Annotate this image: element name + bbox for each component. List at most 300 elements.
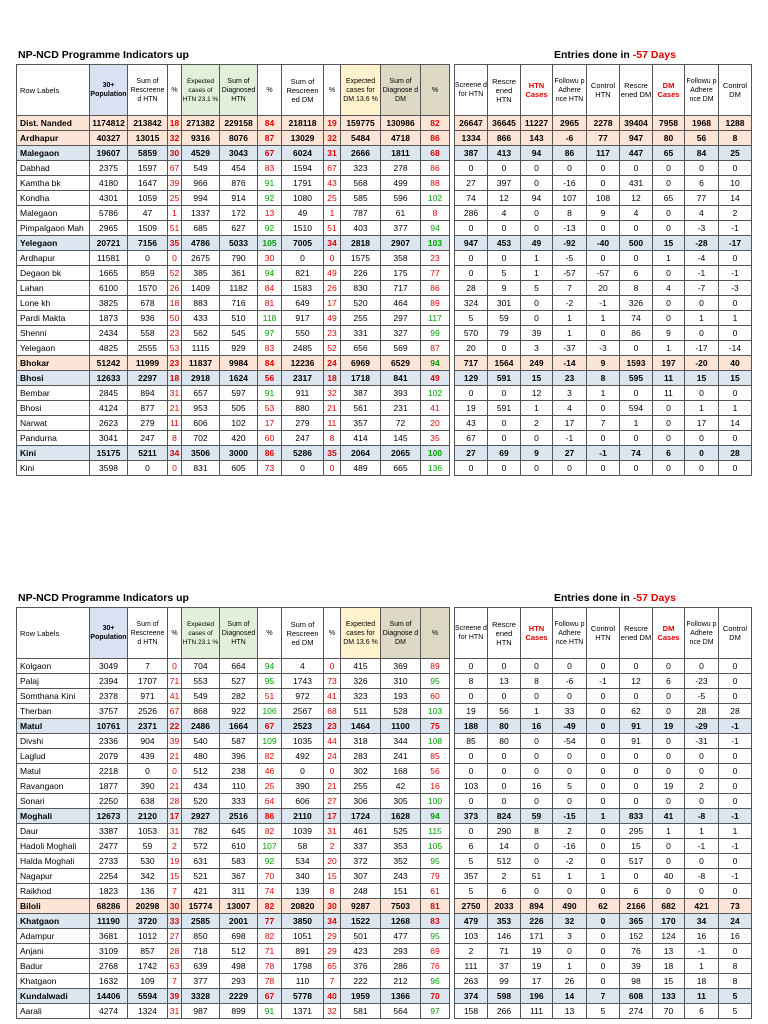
row-label: Kini xyxy=(17,461,90,476)
table-cell: 13015 xyxy=(128,131,168,146)
table-cell: 581 xyxy=(341,1004,381,1019)
table-cell: 133 xyxy=(653,989,685,1004)
table-cell: 8 xyxy=(521,674,553,689)
table-cell: 4 xyxy=(620,206,653,221)
table-cell: 5 xyxy=(553,779,587,794)
table-cell: 1059 xyxy=(128,191,168,206)
table-cell: 421 xyxy=(182,884,220,899)
table-cell: 1268 xyxy=(381,914,421,929)
table-cell: 894 xyxy=(128,386,168,401)
table-cell: 833 xyxy=(620,809,653,824)
table-cell: 1718 xyxy=(341,371,381,386)
table-cell: 13 xyxy=(553,1004,587,1019)
table-cell: 2485 xyxy=(282,341,324,356)
table-cell: 1182 xyxy=(220,281,258,296)
table-cell: 83 xyxy=(421,914,450,929)
table-cell: 376 xyxy=(341,959,381,974)
table-cell: 42 xyxy=(381,779,421,794)
entries-note: Entries done in -57 Days xyxy=(554,592,676,604)
table-cell: 0 xyxy=(653,206,685,221)
table-cell: 8 xyxy=(719,959,752,974)
table-cell: 1632 xyxy=(90,974,128,989)
table-cell: 19 xyxy=(455,704,488,719)
row-label: Pimpalgaon Mah xyxy=(17,221,90,236)
table-cell: 396 xyxy=(220,749,258,764)
table-cell: 63 xyxy=(168,959,182,974)
table-cell: 0 xyxy=(587,161,620,176)
table-cell: 94 xyxy=(421,356,450,371)
table-cell: 86 xyxy=(421,161,450,176)
table-cell: 102 xyxy=(220,416,258,431)
table-cell: 1366 xyxy=(381,989,421,1004)
table-cell: 49 xyxy=(421,371,450,386)
table-cell: 39404 xyxy=(620,116,653,131)
table-cell: 263 xyxy=(455,974,488,989)
table-cell: 94 xyxy=(421,809,450,824)
table-cell: 12 xyxy=(521,386,553,401)
table-cell: 73 xyxy=(258,461,282,476)
table-cell: 499 xyxy=(381,176,421,191)
table-row xyxy=(455,416,752,431)
table-cell: 12 xyxy=(620,674,653,689)
table-cell: 390 xyxy=(128,779,168,794)
table-row xyxy=(17,674,450,689)
table-cell: 80 xyxy=(653,131,685,146)
col-pct: % xyxy=(168,608,182,659)
table-row xyxy=(455,854,752,869)
table-cell: 859 xyxy=(128,266,168,281)
table-cell: 103 xyxy=(421,236,450,251)
table-cell: 1051 xyxy=(282,929,324,944)
indicators-table-left xyxy=(16,607,450,1019)
table-cell: 3757 xyxy=(90,704,128,719)
table-cell: 249 xyxy=(521,356,553,371)
table-cell: 1 xyxy=(168,206,182,221)
table-cell: 883 xyxy=(182,296,220,311)
row-label: Daur xyxy=(17,824,90,839)
table-cell: 1509 xyxy=(128,221,168,236)
table-row xyxy=(455,206,752,221)
table-cell: 28 xyxy=(719,446,752,461)
table-cell: 505 xyxy=(220,401,258,416)
table-row xyxy=(455,1004,752,1019)
table-cell: 11 xyxy=(324,416,341,431)
table-cell: 46 xyxy=(258,764,282,779)
table-cell: 596 xyxy=(381,191,421,206)
table-cell: 15 xyxy=(521,371,553,386)
table-cell: 4274 xyxy=(90,1004,128,1019)
table-cell: 421 xyxy=(685,899,719,914)
table-cell: 1628 xyxy=(381,809,421,824)
table-cell: 110 xyxy=(220,779,258,794)
table-cell: 17 xyxy=(553,416,587,431)
table-cell: 5 xyxy=(455,311,488,326)
table-cell: 86 xyxy=(620,326,653,341)
table-cell: 3109 xyxy=(90,944,128,959)
table-cell: 1 xyxy=(553,326,587,341)
col-diagnosed-dm: Sum of Diagnose d DM xyxy=(381,608,421,659)
table-row xyxy=(17,461,450,476)
table-cell: 0 xyxy=(488,341,521,356)
table-cell: 295 xyxy=(620,824,653,839)
table-cell: 0 xyxy=(620,764,653,779)
table-cell: -1 xyxy=(719,266,752,281)
table-cell: 0 xyxy=(455,794,488,809)
table-cell: 40 xyxy=(653,869,685,884)
table-cell: 91 xyxy=(258,386,282,401)
table-row xyxy=(455,704,752,719)
table-cell: -1 xyxy=(685,839,719,854)
table-cell: 344 xyxy=(381,734,421,749)
table-cell: -14 xyxy=(719,341,752,356)
table-cell: 568 xyxy=(341,176,381,191)
table-cell: 92 xyxy=(258,191,282,206)
table-cell: 218118 xyxy=(282,116,324,131)
table-cell: 16 xyxy=(521,779,553,794)
col-rescreened-htn: Rescre ened HTN xyxy=(488,65,521,116)
table-cell: 47 xyxy=(128,206,168,221)
col-followup-dm: Followu p Adhere nce DM xyxy=(685,608,719,659)
table-row xyxy=(455,674,752,689)
table-cell: 1 xyxy=(587,311,620,326)
table-cell: 393 xyxy=(381,386,421,401)
table-cell: 1334 xyxy=(455,131,488,146)
table-row xyxy=(17,221,450,236)
table-cell: 0 xyxy=(685,431,719,446)
table-cell: 8 xyxy=(620,281,653,296)
table-cell: 558 xyxy=(128,326,168,341)
table-cell: 830 xyxy=(341,281,381,296)
table-cell: 0 xyxy=(324,659,341,674)
table-cell: 278 xyxy=(381,161,421,176)
table-cell: 27 xyxy=(324,794,341,809)
table-cell: 97 xyxy=(258,326,282,341)
table-cell: 1409 xyxy=(182,281,220,296)
row-label: Pardi Makta xyxy=(17,311,90,326)
table-cell: 2254 xyxy=(90,869,128,884)
table-cell: 5594 xyxy=(128,989,168,1004)
table-cell: 84 xyxy=(685,146,719,161)
table-cell: 60 xyxy=(421,689,450,704)
table-cell: -17 xyxy=(685,341,719,356)
table-cell: 0 xyxy=(719,794,752,809)
row-label: Ardhapur xyxy=(17,251,90,266)
table-cell: 0 xyxy=(620,431,653,446)
table-cell: 41 xyxy=(653,809,685,824)
indicators-table-right xyxy=(454,607,752,1019)
table-cell: 324 xyxy=(455,296,488,311)
table-cell: 1593 xyxy=(620,356,653,371)
table-cell: 0 xyxy=(521,749,553,764)
table-cell: 0 xyxy=(553,794,587,809)
table-cell: 678 xyxy=(128,296,168,311)
table-cell: 107 xyxy=(553,191,587,206)
table-cell: -6 xyxy=(553,131,587,146)
table-cell: 25 xyxy=(719,146,752,161)
table-cell: 81 xyxy=(421,899,450,914)
row-label: Kondha xyxy=(17,191,90,206)
table-cell: 94 xyxy=(521,146,553,161)
table-cell: 226 xyxy=(521,914,553,929)
row-label: Aarali xyxy=(17,1004,90,1019)
table-cell: 0 xyxy=(324,764,341,779)
row-label: Lahan xyxy=(17,281,90,296)
table-cell: 790 xyxy=(220,251,258,266)
row-label: Nagapur xyxy=(17,869,90,884)
table-cell: 1583 xyxy=(282,281,324,296)
table-cell: 88 xyxy=(421,176,450,191)
table-cell: 2567 xyxy=(282,704,324,719)
table-cell: 139 xyxy=(282,884,324,899)
table-cell: 20 xyxy=(324,854,341,869)
table-cell: 0 xyxy=(653,734,685,749)
table-cell: 129 xyxy=(455,371,488,386)
table-row xyxy=(455,839,752,854)
table-cell: 585 xyxy=(341,191,381,206)
table-cell: 172 xyxy=(220,206,258,221)
table-cell: 31 xyxy=(324,824,341,839)
row-label: Biloli xyxy=(17,899,90,914)
table-cell: 0 xyxy=(455,221,488,236)
table-cell: 914 xyxy=(220,191,258,206)
table-cell: 82 xyxy=(258,929,282,944)
table-cell: 2623 xyxy=(90,416,128,431)
table-cell: 0 xyxy=(521,461,553,476)
table-row xyxy=(17,416,450,431)
table-row xyxy=(17,659,450,674)
table-cell: 62 xyxy=(587,899,620,914)
table-row xyxy=(455,326,752,341)
table-cell: 20820 xyxy=(282,899,324,914)
table-cell: 0 xyxy=(587,461,620,476)
table-row xyxy=(17,959,450,974)
table-cell: 0 xyxy=(653,296,685,311)
table-cell: 0 xyxy=(719,251,752,266)
table-cell: 5 xyxy=(455,854,488,869)
table-cell: 168 xyxy=(381,764,421,779)
table-cell: 231 xyxy=(381,401,421,416)
table-cell: 159775 xyxy=(341,116,381,131)
col-control-htn: Control HTN xyxy=(587,608,620,659)
table-row xyxy=(17,341,450,356)
table-cell: 40 xyxy=(719,356,752,371)
table-cell: 511 xyxy=(341,704,381,719)
table-cell: 73 xyxy=(324,674,341,689)
table-cell: 30 xyxy=(168,899,182,914)
table-cell: 569 xyxy=(381,341,421,356)
table-cell: 124 xyxy=(653,929,685,944)
table-cell: 29 xyxy=(324,944,341,959)
col-control-htn: Control HTN xyxy=(587,65,620,116)
table-cell: 30 xyxy=(168,146,182,161)
row-label: Bhosi xyxy=(17,371,90,386)
table-cell: 76 xyxy=(421,959,450,974)
table-cell: 0 xyxy=(587,251,620,266)
table-cell: 0 xyxy=(587,929,620,944)
table-cell: 7156 xyxy=(128,236,168,251)
table-cell: 1564 xyxy=(488,356,521,371)
table-cell: 2907 xyxy=(381,236,421,251)
table-cell: 342 xyxy=(128,869,168,884)
table-cell: 56 xyxy=(685,131,719,146)
table-cell: 3 xyxy=(553,929,587,944)
table-cell: 1877 xyxy=(90,779,128,794)
table-cell: -17 xyxy=(719,236,752,251)
table-cell: 35 xyxy=(168,236,182,251)
table-cell: 0 xyxy=(587,959,620,974)
table-cell: 28 xyxy=(168,944,182,959)
table-cell: 12 xyxy=(488,191,521,206)
table-cell: 1 xyxy=(719,824,752,839)
table-cell: 390 xyxy=(282,779,324,794)
table-cell: 0 xyxy=(455,386,488,401)
table-cell: 0 xyxy=(620,659,653,674)
table-cell: 665 xyxy=(381,461,421,476)
table-row xyxy=(17,989,450,1004)
table-cell: 102 xyxy=(421,191,450,206)
table-cell: 2477 xyxy=(90,839,128,854)
table-row xyxy=(455,734,752,749)
table-row xyxy=(455,899,752,914)
col-pct: % xyxy=(421,65,450,116)
table-cell: -40 xyxy=(587,236,620,251)
table-cell: 374 xyxy=(455,989,488,1004)
table-cell: 9 xyxy=(587,356,620,371)
table-cell: 2064 xyxy=(341,446,381,461)
table-cell: 32 xyxy=(168,131,182,146)
table-cell: 8 xyxy=(719,131,752,146)
table-cell: 53 xyxy=(168,341,182,356)
table-cell: 222 xyxy=(341,974,381,989)
table-cell: 175 xyxy=(381,266,421,281)
table-cell: 0 xyxy=(685,854,719,869)
table-cell: 11 xyxy=(168,416,182,431)
table-cell: 2317 xyxy=(282,371,324,386)
table-row xyxy=(17,779,450,794)
table-cell: 594 xyxy=(620,401,653,416)
table-cell: 8 xyxy=(324,884,341,899)
table-header-left xyxy=(17,608,450,659)
table-cell: 16 xyxy=(421,779,450,794)
table-cell: 19 xyxy=(521,944,553,959)
table-cell: 20 xyxy=(455,341,488,356)
table-cell: 877 xyxy=(128,401,168,416)
table-cell: -1 xyxy=(587,446,620,461)
table-cell: 595 xyxy=(620,371,653,386)
table-cell: 11 xyxy=(653,371,685,386)
table-cell: 9 xyxy=(488,281,521,296)
table-cell: 20 xyxy=(587,281,620,296)
table-cell: 28 xyxy=(685,704,719,719)
table-cell: 0 xyxy=(455,824,488,839)
table-row xyxy=(455,251,752,266)
table-cell: 498 xyxy=(220,959,258,974)
table-cell: 638 xyxy=(128,794,168,809)
table-cell: 0 xyxy=(587,326,620,341)
row-label: Kamtha bk xyxy=(17,176,90,191)
table-cell: 561 xyxy=(341,401,381,416)
table-cell: 1624 xyxy=(220,371,258,386)
table-cell: 14 xyxy=(719,416,752,431)
table-cell: 525 xyxy=(381,824,421,839)
col-expected-dm: Expected cases for DM 13.6 % xyxy=(341,608,381,659)
table-cell: -1 xyxy=(587,674,620,689)
col-screened-htn: Screene d for HTN xyxy=(455,65,488,116)
table-cell: 18 xyxy=(685,974,719,989)
table-row xyxy=(455,191,752,206)
table-row xyxy=(17,311,450,326)
table-cell: -3 xyxy=(719,281,752,296)
table-cell: 3681 xyxy=(90,929,128,944)
table-cell: -29 xyxy=(685,719,719,734)
table-cell: 306 xyxy=(341,794,381,809)
table-cell: -1 xyxy=(719,839,752,854)
table-cell: 17 xyxy=(685,416,719,431)
table-row xyxy=(17,704,450,719)
row-label: Laglud xyxy=(17,749,90,764)
table-cell: 27 xyxy=(168,929,182,944)
table-cell: 4825 xyxy=(90,341,128,356)
table-cell: 241 xyxy=(381,749,421,764)
table-cell: 530 xyxy=(128,854,168,869)
table-cell: 868 xyxy=(182,704,220,719)
table-cell: 68286 xyxy=(90,899,128,914)
table-row xyxy=(455,161,752,176)
table-cell: 461 xyxy=(341,824,381,839)
table-cell: 108 xyxy=(421,734,450,749)
table-cell: -1 xyxy=(685,266,719,281)
table-cell: 318 xyxy=(341,734,381,749)
table-cell: 171 xyxy=(521,929,553,944)
table-cell: 971 xyxy=(128,689,168,704)
table-cell: 84 xyxy=(258,116,282,131)
table-cell: 0 xyxy=(553,461,587,476)
table-cell: 100 xyxy=(421,794,450,809)
table-cell: 85 xyxy=(421,749,450,764)
table-cell: 1823 xyxy=(90,884,128,899)
table-cell: 1811 xyxy=(381,146,421,161)
table-cell: 82 xyxy=(258,824,282,839)
table-cell: 0 xyxy=(488,689,521,704)
table-cell: 0 xyxy=(587,749,620,764)
table-cell: 8 xyxy=(521,824,553,839)
table-cell: 1115 xyxy=(182,341,220,356)
table-cell: 479 xyxy=(455,914,488,929)
table-cell: 1597 xyxy=(128,161,168,176)
table-row xyxy=(455,401,752,416)
table-cell: 423 xyxy=(341,944,381,959)
table-cell: 0 xyxy=(587,659,620,674)
table-row xyxy=(17,794,450,809)
table-cell: 702 xyxy=(182,431,220,446)
table-cell: 2394 xyxy=(90,674,128,689)
table-cell: 0 xyxy=(719,386,752,401)
table-cell: 15 xyxy=(685,371,719,386)
table-row xyxy=(455,341,752,356)
table-cell: 28 xyxy=(719,704,752,719)
table-cell: 105 xyxy=(258,236,282,251)
table-cell: 247 xyxy=(282,431,324,446)
table-cell: 866 xyxy=(488,131,521,146)
table-cell: 0 xyxy=(521,884,553,899)
table-cell: 10761 xyxy=(90,719,128,734)
row-label: Dist. Nanded xyxy=(17,116,90,131)
table-cell: 0 xyxy=(282,251,324,266)
table-cell: 0 xyxy=(620,161,653,176)
table-row xyxy=(17,749,450,764)
table-cell: 197 xyxy=(653,356,685,371)
table-cell: 5484 xyxy=(341,131,381,146)
